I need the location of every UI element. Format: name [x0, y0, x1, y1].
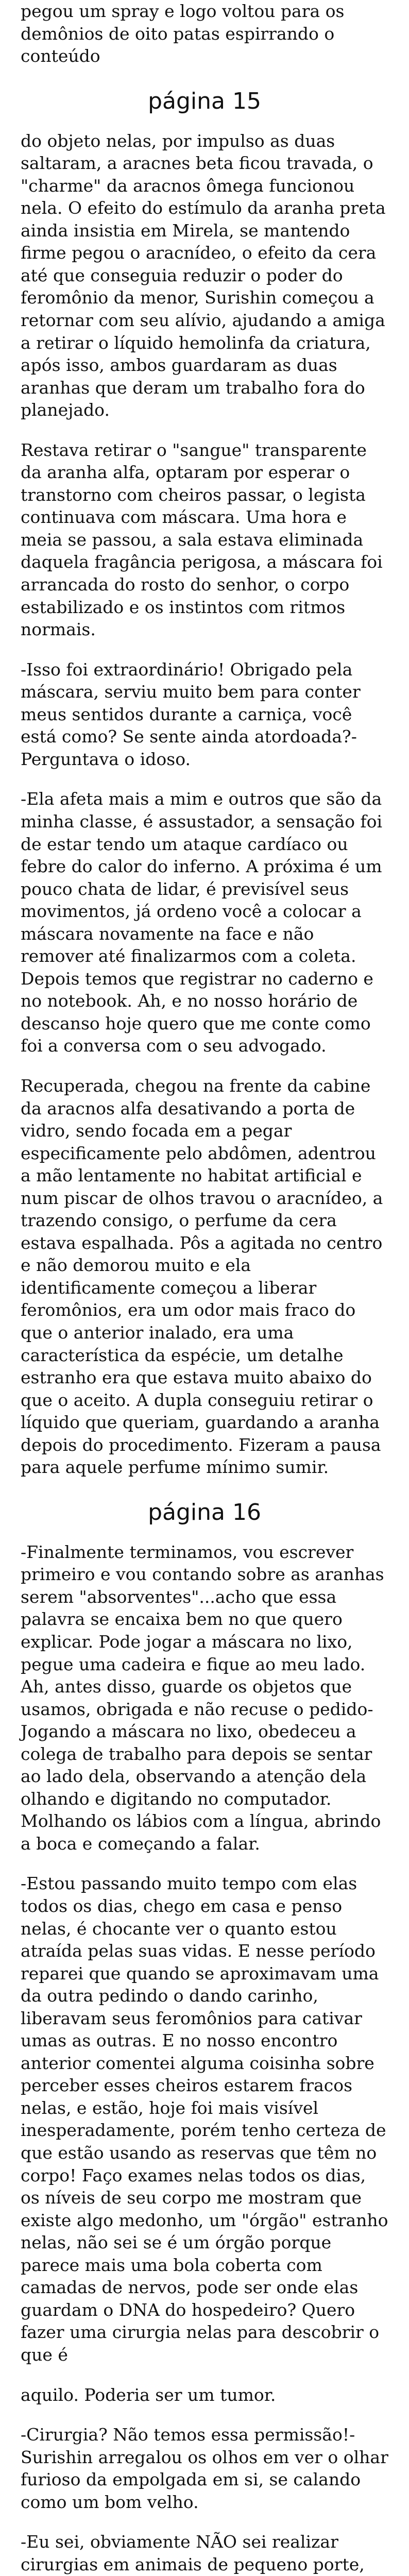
paragraph: Restava retirar o "sangue" transparente da aranha alfa, optaram por esperar o transtorno com cheiros passar, o legista continuava com máscara. Uma hora e meia se passou, a sala estava eliminada daquela fragância perigosa, a máscara foi arrancada do rosto do senhor, o corpo estabilizado e os instintos com ritmos normais.	[21, 439, 383, 640]
paragraph: pegou um spray e logo voltou para os demônios de oito patas espirrando o conteúdo	[21, 1, 345, 66]
paragraph: do objeto nelas, por impulso as duas saltaram, a aracnes beta ficou travada, o "charme" da aracnos ômega funcionou nela. O efeito do estímulo da aranha preta ainda insistia em Mirela, se mantendo firme pegou o aracnídeo, o efeito da cera até que conseguia reduzir o poder do feromônio da menor, Surishin começou a retornar com seu alívio, ajudando a amiga a retirar o líquido hemolinfa da criatura, após isso, ambos guardaram as duas aranhas que deram um trabalho fora do planejado.	[21, 130, 386, 420]
paragraph: Recuperada, chegou na frente da cabine da aracnos alfa desativando a porta de vidro, sendo focada em a pegar especificamente pelo abdômen, adentrou a mão lentamente no habitat artificial e num piscar de olhos travou o aracnídeo, a trazendo consigo, o perfume da cera estava espalhada. Pôs a agitada no centro e não demorou muito e ela identificamente começou a liberar feromônios, era um odor mais fraco do que o anterior inalado, era uma característica da espécie, um detalhe estranho era que estava muito abaixo do que o aceito. A dupla conseguiu retirar o líquido que queriam, guardando a aranha depois do procedimento. Fizeram a pausa para aquele perfume mínimo sumir.	[21, 1075, 383, 1478]
paragraph: -Finalmente terminamos, vou escrever primeiro e vou contando sobre as aranhas serem "absorventes"...acho que essa palavra se encaixa bem no que quero explicar. Pode jogar a máscara no lixo, pegue uma cadeira e fique ao meu lado. Ah, antes disso, guarde os objetos que usamos, obrigada e não recuse o pedido- Jogando a máscara no lixo, obedeceu a colega de trabalho para depois se sentar ao lado dela, observando a atenção dela olhando e digitando no computador. Molhando os lábios com a língua, abrindo a boca e começando a falar.	[21, 1541, 384, 1854]
paragraph: -Ela afeta mais a mim e outros que são da minha classe, é assustador, a sensação foi de estar tendo um ataque cardíaco ou febre do calor do inferno. A próxima é um pouco chata de lidar, é previsível seus movimentos, já ordeno você a colocar a máscara novamente na face e não remover até finalizarmos com a coleta. Depois temos que registrar no caderno e no notebook. Ah, e no nosso horário de descanso hoje quero que me conte como foi a conversa com o seu advogado.	[21, 789, 383, 1056]
paragraph: -Estou passando muito tempo com elas todos os dias, chego em casa e penso nelas, é chocante ver o quanto estou atraída pelas suas vidas. E nesse período reparei que quando se aproximavam uma da outra pedindo o dando carinho, liberavam seus feromônios para cativar umas as outras. E no nosso encontro anterior comentei alguma coisinha sobre perceber esses cheiros estarem fracos nelas, e estão, hoje foi mais visível inesperadamente, porém tenho certeza de que estão usando as reservas que têm no corpo! Faço exames nelas todos os dias, os níveis de seu corpo me mostram que existe algo medonho, um "órgão" estranho nelas, não sei se é um órgão porque parece mais uma bola coberta com camadas de nervos, pode ser onde elas guardam o DNA do hospedeiro? Quero fazer uma cirurgia nelas para descobrir o que é	[21, 1873, 388, 2365]
paragraph: -Cirurgia? Não temos essa permissão!- Surishin arregalou os olhos em ver o olhar furioso da empolgada em si, se calando como um bom velho.	[21, 2425, 388, 2512]
paragraph: -Isso foi extraordinário! Obrigado pela máscara, serviu muito bem para conter meus sentidos durante a carniça, você está como? Se sente ainda atordoada?- Perguntava o idoso.	[21, 659, 361, 769]
paragraph: aquilo. Poderia ser um tumor.	[21, 2384, 276, 2405]
paragraph: -Eu sei, obviamente NÃO sei realizar cirurgias em animais de pequeno porte,	[21, 2532, 365, 2574]
page-number-heading: página 16	[148, 1499, 261, 1526]
page-number-heading: página 15	[148, 88, 261, 114]
